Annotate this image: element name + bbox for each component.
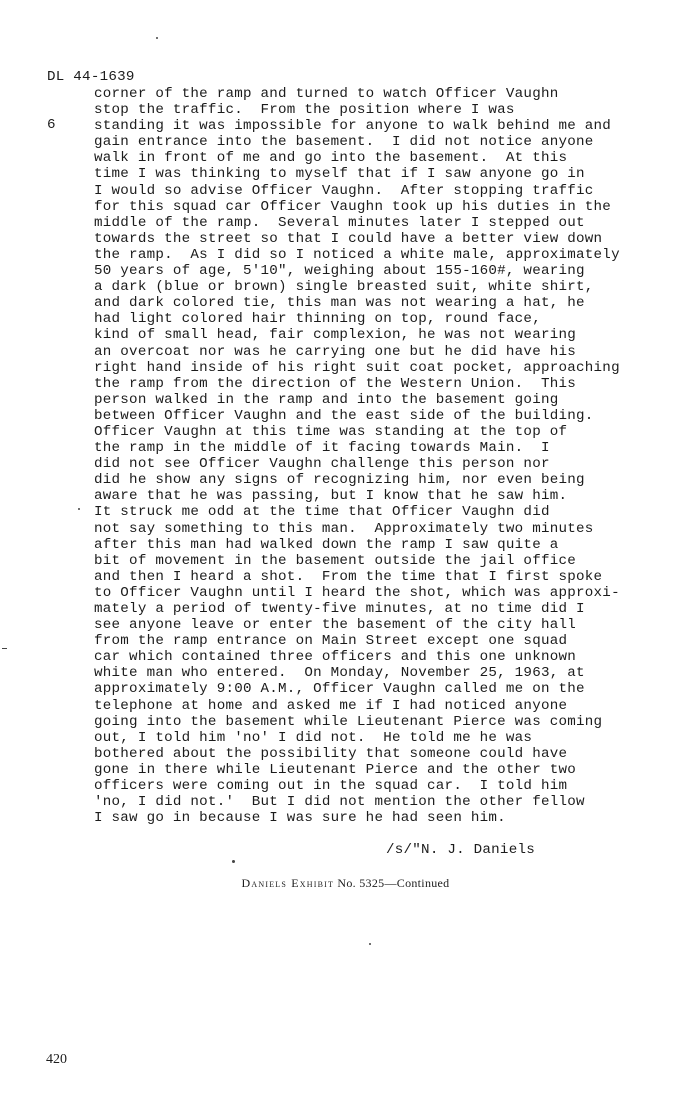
scan-speck (156, 37, 158, 39)
statement-line: did not see Officer Vaughn challenge this person nor (94, 456, 550, 473)
statement-line: not say something to this man. Approximately two minutes (94, 520, 594, 537)
statement-line: towards the street so that I could have a better view down (94, 230, 603, 247)
scan-speck (369, 943, 371, 945)
statement-line: after this man had walked down the ramp I saw quite a (94, 536, 559, 553)
statement-line: for this squad car Officer Vaughn took up his duties in the (94, 198, 612, 215)
statement-line: and then I heard a shot. From the time that I first spoke (94, 568, 603, 585)
statement-line: an overcoat nor was he carrying one but he did have his (94, 343, 577, 360)
statement-body (94, 86, 620, 826)
statement-line: out, I told him 'no' I did not. He told me he was (94, 729, 533, 746)
statement-line: a dark (blue or brown) single breasted suit, white shirt, (94, 279, 594, 296)
statement-line: approximately 9:00 A.M., Officer Vaughn called me on the (94, 681, 585, 698)
scan-speck (78, 508, 80, 510)
statement-line: gone in there while Lieutenant Pierce and the other two (94, 761, 577, 778)
exhibit-name: Daniels Exhibit (241, 876, 335, 890)
statement-line: corner of the ramp and turned to watch Officer Vaughn (94, 86, 559, 102)
statement-line: time I was thinking to myself that if I saw anyone go in (94, 166, 585, 183)
statement-line: bothered about the possibility that someone could have (94, 745, 568, 762)
statement-line: I saw go in because I was sure he had seen him. (94, 810, 506, 827)
statement-line: 50 years of age, 5'10", weighing about 155-160#, wearing (94, 263, 585, 280)
statement-line: did he show any signs of recognizing him, nor even being (94, 472, 585, 489)
statement-line: going into the basement while Lieutenant Pierce was coming (94, 713, 603, 730)
statement-line: Officer Vaughn at this time was standing at the top of (94, 423, 568, 440)
statement-line: between Officer Vaughn and the east side of the building. (94, 407, 594, 424)
statement-line: officers were coming out in the squad car. I told him (94, 778, 568, 795)
statement-line: the ramp from the direction of the Western Union. This (94, 375, 577, 392)
statement-line: bit of movement in the basement outside the jail office (94, 552, 577, 569)
statement-line: and dark colored tie, this man was not wearing a hat, he (94, 295, 585, 312)
statement-line: right hand inside of his right suit coat pocket, approaching (94, 359, 620, 376)
statement-line: from the ramp entrance on Main Street except one squad (94, 633, 568, 650)
statement-line: I would so advise Officer Vaughn. After stopping traffic (94, 182, 594, 199)
statement-line: see anyone leave or enter the basement of the city hall (94, 617, 577, 634)
statement-line: It struck me odd at the time that Officer Vaughn did (94, 504, 550, 521)
page-number: 420 (46, 1052, 67, 1067)
statement-line: gain entrance into the basement. I did not notice anyone (94, 134, 594, 151)
statement-line: 'no, I did not.' But I did not mention the other fellow (94, 794, 585, 811)
statement-line: had light colored hair thinning on top, round face, (94, 311, 541, 328)
file-number: DL 44-1639 (47, 69, 135, 86)
signature-line: /s/"N. J. Daniels (386, 842, 535, 858)
statement-line: stop the traffic. From the position where I was (94, 102, 515, 119)
statement-line: to Officer Vaughn until I heard the shot, which was approxi- (94, 584, 620, 601)
statement-line: middle of the ramp. Several minutes later I stepped out (94, 214, 585, 231)
statement-line: kind of small head, fair complexion, he was not wearing (94, 327, 577, 344)
statement-line: telephone at home and asked me if I had noticed anyone (94, 697, 568, 714)
exhibit-number: No. 5325 (337, 876, 385, 890)
page-label: 6 (47, 117, 56, 134)
statement-line: mately a period of twenty-five minutes, at no time did I (94, 601, 585, 617)
statement-line: car which contained three officers and this one unknown (94, 649, 577, 666)
statement-line: aware that he was passing, but I know that he saw him. (94, 488, 568, 505)
statement-line: the ramp in the middle of it facing towards Main. I (94, 440, 550, 457)
statement-line: the ramp. As I did so I noticed a white male, approximately (94, 246, 620, 263)
scan-speck (2, 648, 7, 649)
scan-speck (232, 860, 235, 863)
statement-line: standing it was impossible for anyone to walk behind me and (94, 118, 612, 135)
statement-line: walk in front of me and go into the basement. At this (94, 150, 568, 167)
exhibit-caption (0, 876, 691, 891)
statement-line: person walked in the ramp and into the basement going (94, 391, 559, 408)
statement-line: white man who entered. On Monday, November 25, 1963, at (94, 665, 585, 682)
exhibit-suffix: —Continued (384, 876, 450, 890)
